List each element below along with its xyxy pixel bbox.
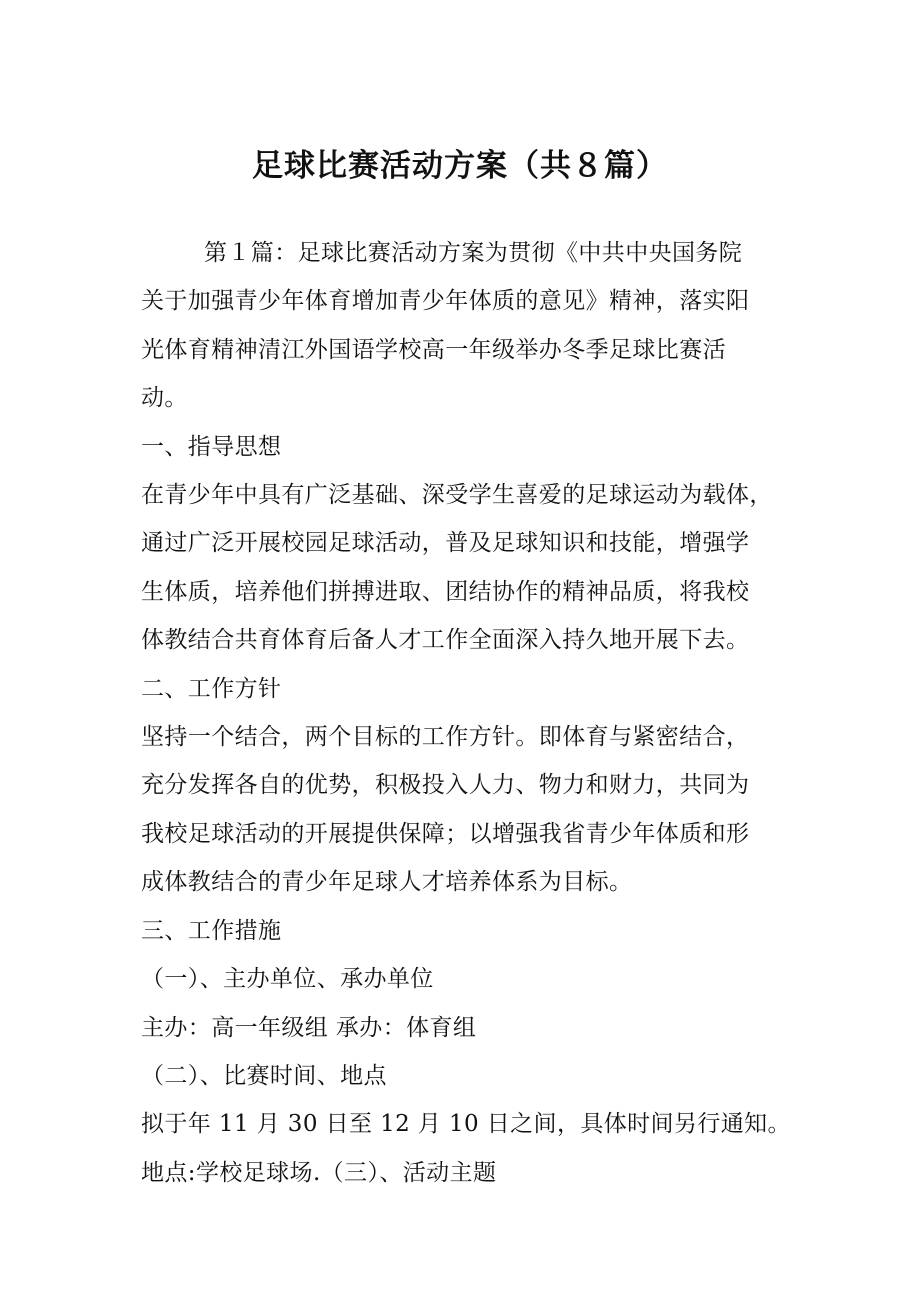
document-body [141, 229, 801, 1197]
section-heading-work-measures: 三、工作措施 [141, 917, 282, 944]
subsection-heading-time-location: （二）、比赛时间、地点 [141, 1062, 387, 1089]
paragraph-line: 充分发挥各自的优势，积极投入人力、物力和财力，共同为 [141, 772, 750, 799]
subsection-heading-organizers: （一）、主办单位、承办单位 [141, 966, 434, 993]
paragraph-line: 主办：高一年级组 承办：体育组 [141, 1014, 477, 1041]
paragraph-line: 我校足球活动的开展提供保障；以增强我省青少年体质和形 [141, 820, 750, 847]
paragraph-line: 地点:学校足球场.（三）、活动主题 [141, 1159, 497, 1186]
section-heading-work-policy: 二、工作方针 [141, 675, 282, 702]
paragraph-line: 体教结合共育体育后备人才工作全面深入持久地开展下去。 [141, 627, 750, 654]
paragraph-line: 成体教结合的青少年足球人才培养体系为目标。 [141, 869, 633, 896]
paragraph-line: 拟于年 11 月 30 日至 12 月 10 日之间，具体时间另行通知。 [141, 1111, 791, 1138]
paragraph-line: 生体质，培养他们拼搏进取、团结协作的精神品质，将我校 [141, 578, 750, 605]
paragraph-line: 在青少年中具有广泛基础、深受学生喜爱的足球运动为载体， [141, 482, 773, 509]
paragraph-line: 动。 [141, 385, 188, 412]
paragraph-line: 关于加强青少年体育增加青少年体质的意见》精神，落实阳 [141, 288, 750, 315]
paragraph-line: 第１篇：足球比赛活动方案为贯彻《中共中央国务院 [204, 240, 743, 266]
document-title: 足球比赛活动方案（共８篇） [252, 148, 668, 184]
section-heading-guiding-ideology: 一、指导思想 [141, 433, 282, 460]
paragraph-line: 光体育精神清江外国语学校高一年级举办冬季足球比赛活 [141, 336, 726, 363]
paragraph-line: 坚持一个结合，两个目标的工作方针。即体育与紧密结合， [141, 724, 750, 751]
paragraph-line: 通过广泛开展校园足球活动，普及足球知识和技能，增强学 [141, 530, 750, 557]
